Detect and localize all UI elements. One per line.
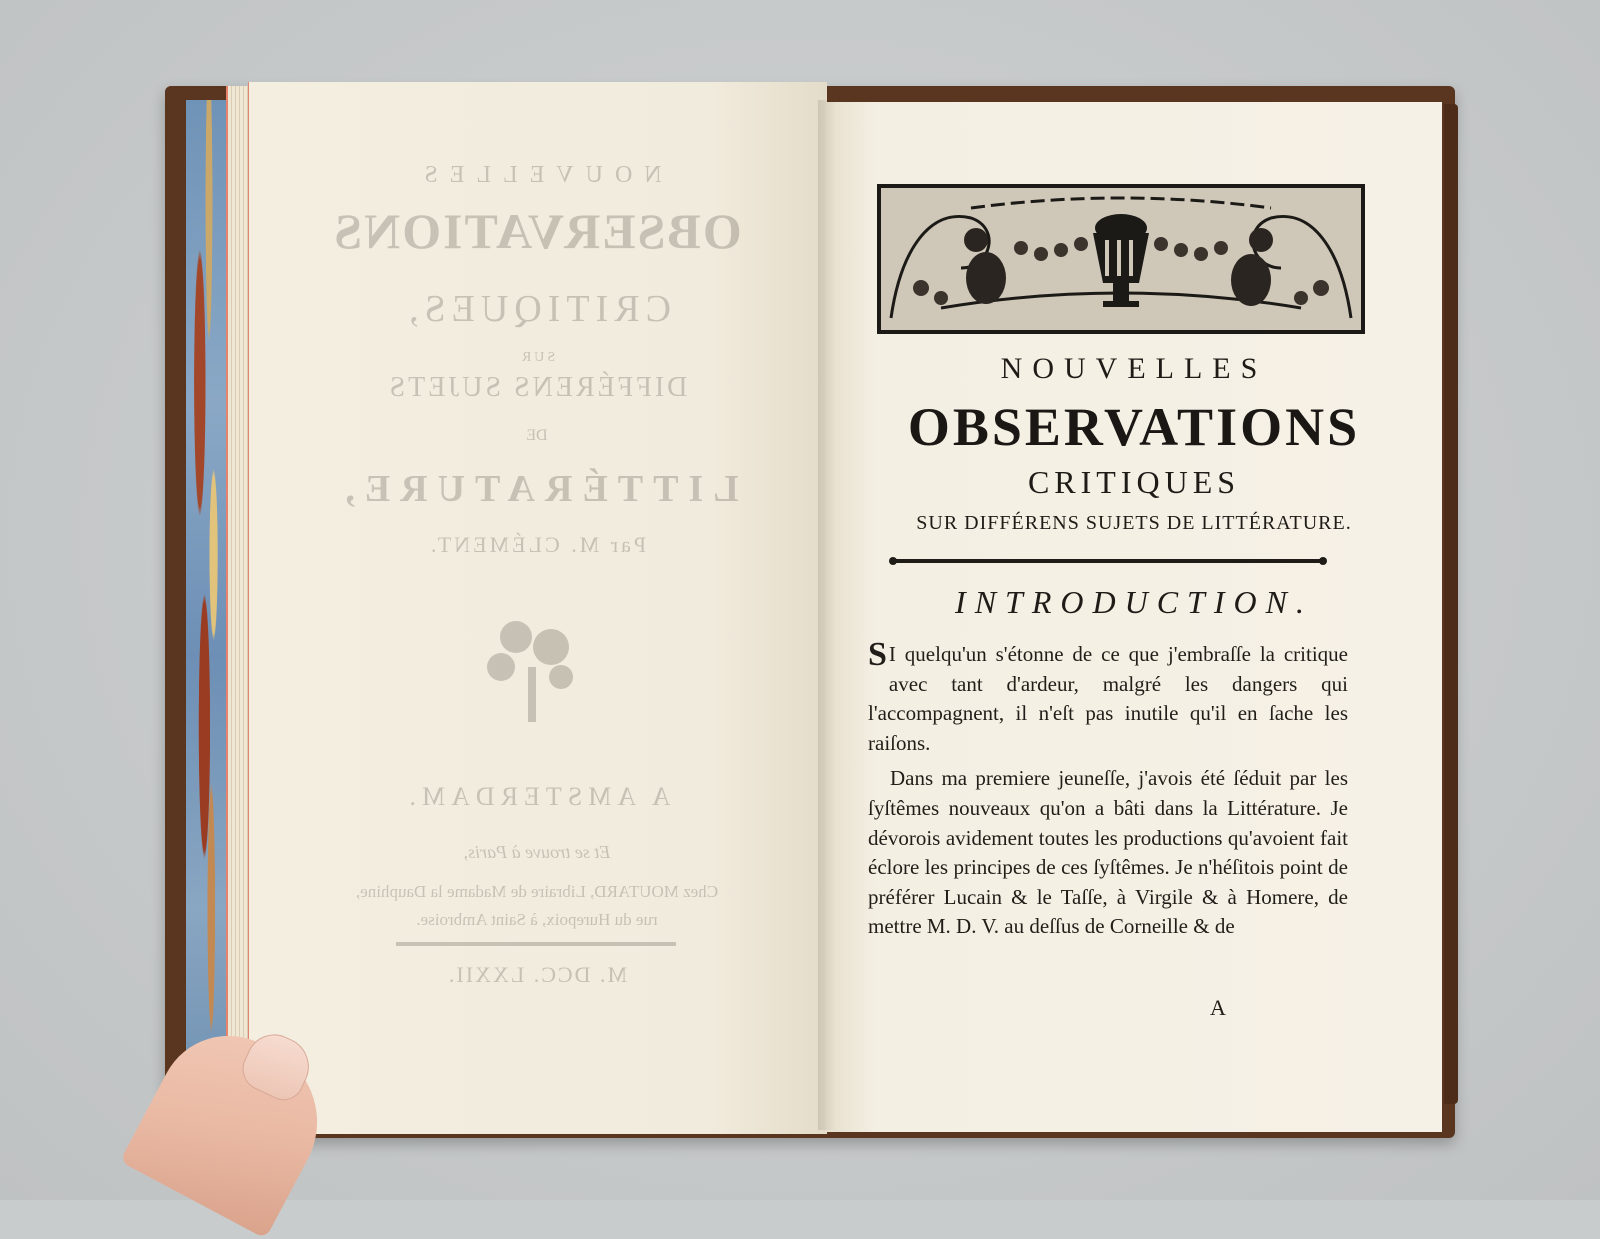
ghost-line: LITTÉRATURE,	[335, 468, 739, 510]
headpiece-ornament-icon	[877, 184, 1365, 334]
body-text	[868, 636, 1348, 942]
ghost-rule	[396, 942, 676, 946]
ghost-line: DE	[526, 427, 548, 444]
title-line-1: NOUVELLES	[1000, 352, 1268, 385]
headpiece-ornament-art	[881, 188, 1361, 330]
title-line-3: CRITIQUES	[1027, 464, 1241, 500]
paragraph-1-text: I quelqu'un s'étonne de ce que j'embraſſe la critique avec tant d'ardeur, malgré les dangers qui l'accompagnent, il n'eſt pas inutile qu'il en ſache les raiſons.	[868, 642, 1348, 755]
left-page-showthrough	[248, 82, 826, 1134]
ghost-line: A AMSTERDAM.	[403, 782, 671, 811]
section-heading: INTRODUCTION.	[955, 584, 1313, 620]
subtitle: SUR DIFFÉRENS SUJETS DE LITTÉRATURE.	[916, 512, 1352, 534]
ghost-line: DIFFÉRENS SUJETS	[386, 372, 688, 403]
title-line-2: OBSERVATIONS	[907, 397, 1361, 457]
paragraph-2: Dans ma premiere jeuneſſe, j'avois été ſéduit par les ſyſtêmes nouveaux qu'on a bâti dans la Littérature. Je dévorois avidement toutes les productions qu'avoient fait éclore les principes de ces ſyſtêmes. Je n'héſitois point de préférer Lucain & le Taſſe, à Virgile & à Homere, de mettre M. D. V. au deſſus de Corneille & de	[868, 766, 1348, 939]
ghost-line: OBSERVATIONS	[332, 203, 742, 259]
ghost-line: Chez MOUTARD, Libraire de Madame la Dauphine,	[355, 882, 719, 901]
paragraph-1	[868, 636, 1348, 758]
book-cover-edge	[1444, 104, 1458, 1104]
signature-mark: A	[1210, 995, 1226, 1020]
flower-vignette-icon	[476, 607, 586, 727]
ghost-line: rue du Hurepoix, à Saint Ambroise.	[416, 910, 658, 929]
ghost-line: CRITIQUES,	[403, 288, 671, 330]
ghost-line: SUR	[518, 350, 556, 365]
drop-cap: S	[868, 636, 887, 673]
decorative-rule	[888, 556, 1328, 566]
ghost-line: Par M. CLÉMENT.	[427, 532, 647, 557]
ghost-line: NOUVELLES	[412, 162, 662, 188]
ghost-line: M. DCC. LXXII.	[446, 962, 628, 987]
ghost-line: Et se trouve à Paris,	[463, 842, 611, 862]
